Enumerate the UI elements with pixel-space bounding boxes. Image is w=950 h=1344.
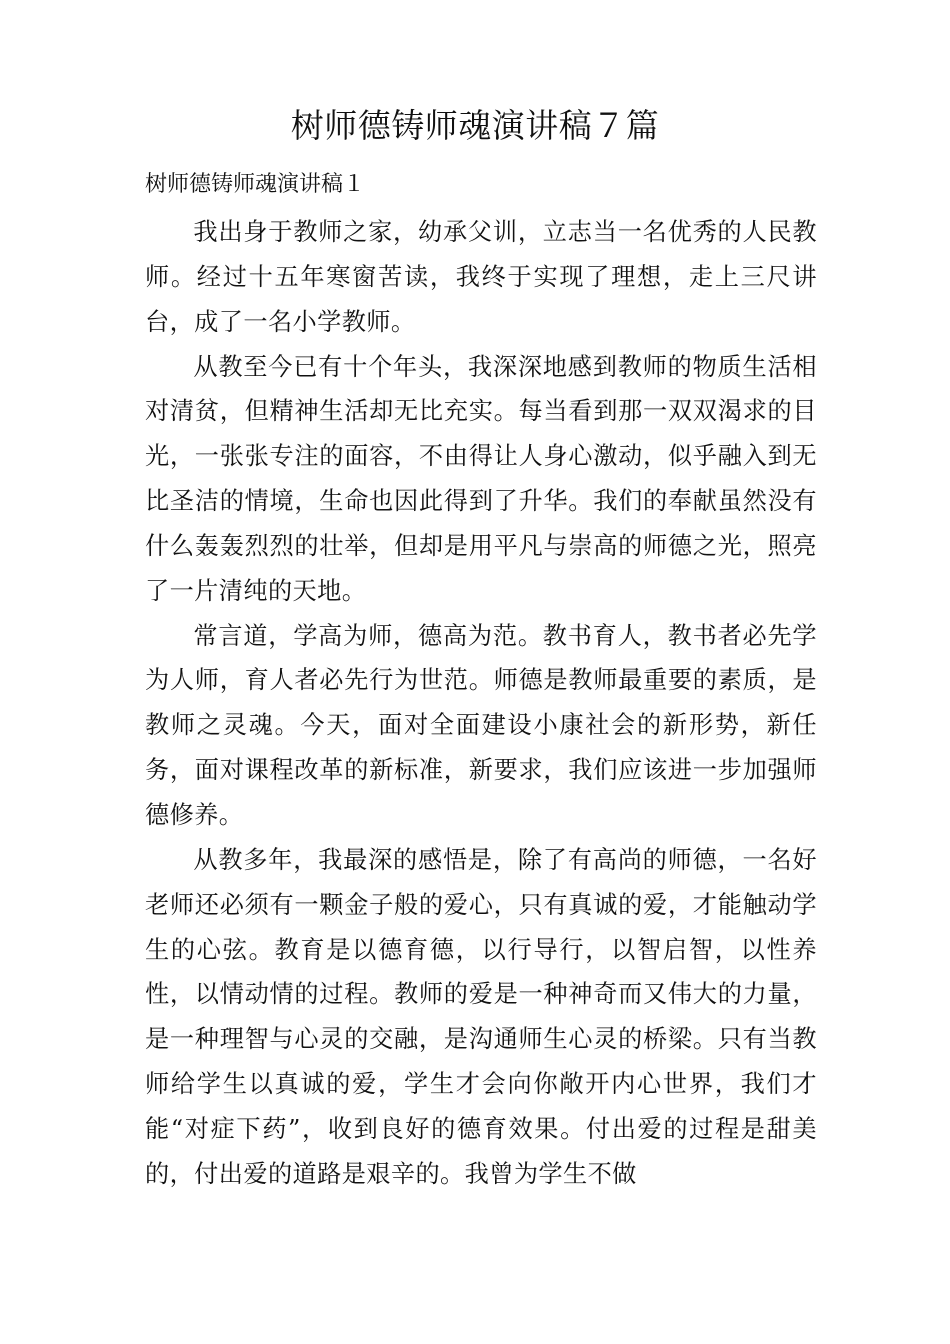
paragraph-1: 我出身于教师之家，幼承父训，立志当一名优秀的人民教师。经过十五年寒窗苦读，我终于实现了理想，走上三尺讲台，成了一名小学教师。 — [145, 218, 817, 336]
paragraph-2: 从教至今已有十个年头，我深深地感到教师的物质生活相对清贫，但精神生活却无比充实。每当看到那一双双渴求的目光，一张张专注的面容，不由得让人身心激动，似乎融入到无比圣洁的情境，生命也因此得到了升华。我们的奉献虽然没有什么轰轰烈烈的壮举，但却是用平凡与崇高的师德之光，照亮了一片清纯的天地。 — [145, 352, 817, 605]
paragraph-3: 常言道，学高为师，德高为范。教书育人，教书者必先学为人师，育人者必先行为世范。师德是教师最重要的素质，是教师之灵魂。今天，面对全面建设小康社会的新形势，新任务，面对课程改革的新标准，新要求，我们应该进一步加强师德修养。 — [145, 621, 817, 829]
document-body — [145, 210, 817, 1197]
section-heading: 树师德铸师魂演讲稿１ — [145, 172, 366, 197]
paragraph-4: 从教多年，我最深的感悟是，除了有高尚的师德，一名好老师还必须有一颗金子般的爱心，只有真诚的爱，才能触动学生的心弦。教育是以德育德，以行导行，以智启智，以性养性，以情动情的过程。教师的爱是一种神奇而又伟大的力量，是一种理智与心灵的交融，是沟通师生心灵的桥梁。只有当教师给学生以真诚的爱，学生才会向你敞开内心世界，我们才能“对症下药”，收到良好的德育效果。付出爱的过程是甜美的，付出爱的道路是艰辛的。我曾为学生不做 — [145, 845, 817, 1188]
document-title: 树师德铸师魂演讲稿７篇 — [290, 106, 660, 145]
